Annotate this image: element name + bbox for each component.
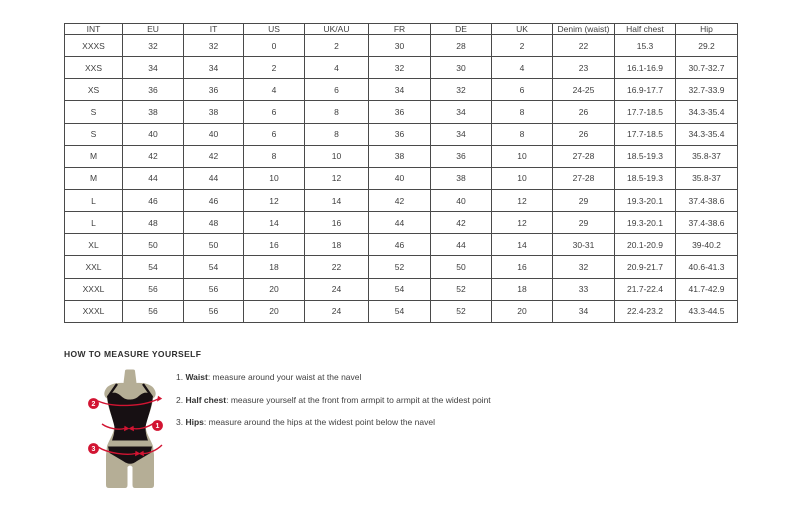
body-cell: 44	[369, 212, 431, 234]
body-cell: 56	[184, 300, 244, 322]
body-cell: 10	[492, 167, 553, 189]
body-cell: 21.7-22.4	[615, 278, 676, 300]
body-cell: 32.7-33.9	[676, 79, 738, 101]
measure-steps-list	[176, 372, 491, 440]
body-cell: 8	[492, 123, 553, 145]
body-cell: 22	[553, 35, 615, 57]
body-cell: 20.1-20.9	[615, 234, 676, 256]
body-cell: 48	[184, 212, 244, 234]
body-cell: 12	[492, 212, 553, 234]
body-cell: 14	[244, 212, 305, 234]
body-cell: 36	[369, 123, 431, 145]
measure-step-half-chest: 2. Half chest: measure yourself at the front from armpit to armpit at the widest point	[176, 394, 491, 405]
table-row	[65, 167, 738, 189]
body-cell: 44	[184, 167, 244, 189]
body-cell: 10	[305, 145, 369, 167]
size-table-header	[65, 24, 738, 35]
body-cell: 29	[553, 189, 615, 211]
header-cell: US	[244, 24, 305, 35]
body-cell: 16.1-16.9	[615, 57, 676, 79]
body-cell: 2	[244, 57, 305, 79]
table-row	[65, 79, 738, 101]
body-cell: 42	[123, 145, 184, 167]
body-cell: 8	[305, 101, 369, 123]
body-cell: 10	[492, 145, 553, 167]
table-row	[65, 256, 738, 278]
body-cell: 20	[244, 278, 305, 300]
body-cell: 35.8-37	[676, 145, 738, 167]
header-cell: FR	[369, 24, 431, 35]
body-cell: XS	[65, 79, 123, 101]
body-cell: M	[65, 167, 123, 189]
size-table	[64, 23, 738, 323]
body-cell: 16	[244, 234, 305, 256]
table-row	[65, 123, 738, 145]
body-cell: 54	[123, 256, 184, 278]
table-row	[65, 101, 738, 123]
body-cell: 30.7-32.7	[676, 57, 738, 79]
body-cell: S	[65, 123, 123, 145]
body-cell: 40.6-41.3	[676, 256, 738, 278]
body-cell: 12	[305, 167, 369, 189]
body-cell: 54	[369, 300, 431, 322]
table-row	[65, 35, 738, 57]
body-cell: 8	[244, 145, 305, 167]
body-cell: 33	[553, 278, 615, 300]
header-cell: UK	[492, 24, 553, 35]
marker-2	[88, 398, 99, 409]
body-cell: 2	[305, 35, 369, 57]
body-cell: 19.3-20.1	[615, 189, 676, 211]
body-cell: 34	[369, 79, 431, 101]
body-cell: 44	[123, 167, 184, 189]
body-cell: 52	[431, 278, 492, 300]
body-cell: 50	[431, 256, 492, 278]
table-header-row	[65, 24, 738, 35]
body-cell: 20	[244, 300, 305, 322]
body-cell: 22	[305, 256, 369, 278]
body-cell: 52	[369, 256, 431, 278]
body-cell: 32	[431, 79, 492, 101]
body-cell: 46	[184, 189, 244, 211]
body-cell: 37.4-38.6	[676, 212, 738, 234]
body-cell: 29	[553, 212, 615, 234]
body-cell: 32	[184, 35, 244, 57]
body-cell: 14	[492, 234, 553, 256]
body-cell: 36	[431, 145, 492, 167]
body-cell: 8	[492, 101, 553, 123]
body-cell: 42	[369, 189, 431, 211]
mannequin-figure	[80, 369, 180, 499]
body-cell: 38	[431, 167, 492, 189]
body-cell: 48	[123, 212, 184, 234]
body-cell: 50	[123, 234, 184, 256]
body-cell: 42	[431, 212, 492, 234]
body-cell: 34	[184, 57, 244, 79]
body-cell: 40	[123, 123, 184, 145]
body-cell: 22.4-23.2	[615, 300, 676, 322]
body-cell: 56	[184, 278, 244, 300]
body-cell: 18	[305, 234, 369, 256]
body-cell: 0	[244, 35, 305, 57]
body-cell: 14	[305, 189, 369, 211]
body-cell: 32	[123, 35, 184, 57]
table-row	[65, 300, 738, 322]
body-cell: 54	[184, 256, 244, 278]
body-cell: XXS	[65, 57, 123, 79]
measure-heading: HOW TO MEASURE YOURSELF	[64, 349, 202, 359]
body-cell: 12	[492, 189, 553, 211]
svg-text:1: 1	[155, 423, 160, 430]
header-cell: UK/AU	[305, 24, 369, 35]
body-cell: 4	[244, 79, 305, 101]
body-cell: 17.7-18.5	[615, 101, 676, 123]
body-cell: 52	[431, 300, 492, 322]
body-cell: 46	[123, 189, 184, 211]
header-cell: Hip	[676, 24, 738, 35]
body-cell: 54	[369, 278, 431, 300]
svg-text:2: 2	[91, 401, 96, 408]
size-table-body	[65, 35, 738, 323]
measure-step-waist: 1. Waist: measure around your waist at the navel	[176, 372, 362, 382]
body-cell: 18	[492, 278, 553, 300]
body-cell: 19.3-20.1	[615, 212, 676, 234]
table-row	[65, 57, 738, 79]
header-cell: IT	[184, 24, 244, 35]
table-row	[65, 145, 738, 167]
body-cell: 38	[369, 145, 431, 167]
body-cell: 18.5-19.3	[615, 145, 676, 167]
body-cell: 17.7-18.5	[615, 123, 676, 145]
body-cell: 34.3-35.4	[676, 123, 738, 145]
body-cell: 4	[492, 57, 553, 79]
body-cell: 40	[369, 167, 431, 189]
body-cell: 50	[184, 234, 244, 256]
header-cell: INT	[65, 24, 123, 35]
body-cell: 32	[369, 57, 431, 79]
body-cell: XXXS	[65, 35, 123, 57]
body-cell: 27-28	[553, 167, 615, 189]
header-cell: Half chest	[615, 24, 676, 35]
table-row	[65, 189, 738, 211]
body-cell: 24	[305, 278, 369, 300]
body-cell: 16	[305, 212, 369, 234]
body-cell: S	[65, 101, 123, 123]
body-cell: L	[65, 212, 123, 234]
body-cell: 4	[305, 57, 369, 79]
body-cell: 40	[431, 189, 492, 211]
body-cell: 6	[244, 123, 305, 145]
measure-step-hips: 3. Hips: measure around the hips at the widest point below the navel	[176, 417, 435, 427]
body-cell: 27-28	[553, 145, 615, 167]
body-cell: 2	[492, 35, 553, 57]
header-cell: DE	[431, 24, 492, 35]
body-cell: 28	[431, 35, 492, 57]
body-cell: 6	[492, 79, 553, 101]
body-cell: 36	[184, 79, 244, 101]
body-cell: XXL	[65, 256, 123, 278]
body-cell: 34	[431, 123, 492, 145]
body-cell: 34	[553, 300, 615, 322]
body-cell: XXXL	[65, 278, 123, 300]
table-row	[65, 212, 738, 234]
body-cell: 10	[244, 167, 305, 189]
table-row	[65, 234, 738, 256]
body-cell: XXXL	[65, 300, 123, 322]
body-cell: 41.7-42.9	[676, 278, 738, 300]
body-cell: 30	[431, 57, 492, 79]
body-cell: 8	[305, 123, 369, 145]
body-cell: 36	[123, 79, 184, 101]
body-cell: 43.3-44.5	[676, 300, 738, 322]
body-cell: 6	[305, 79, 369, 101]
body-cell: 30-31	[553, 234, 615, 256]
body-cell: 42	[184, 145, 244, 167]
body-cell: L	[65, 189, 123, 211]
body-cell: 56	[123, 300, 184, 322]
body-cell: 38	[184, 101, 244, 123]
body-cell: 23	[553, 57, 615, 79]
body-cell: 56	[123, 278, 184, 300]
body-cell: 40	[184, 123, 244, 145]
body-cell: 29.2	[676, 35, 738, 57]
body-cell: M	[65, 145, 123, 167]
body-cell: 18	[244, 256, 305, 278]
body-cell: 46	[369, 234, 431, 256]
body-cell: 30	[369, 35, 431, 57]
body-cell: 26	[553, 101, 615, 123]
body-cell: 18.5-19.3	[615, 167, 676, 189]
body-cell: 15.3	[615, 35, 676, 57]
body-cell: 34	[123, 57, 184, 79]
body-cell: 32	[553, 256, 615, 278]
body-cell: 26	[553, 123, 615, 145]
body-cell: 39-40.2	[676, 234, 738, 256]
table-row	[65, 278, 738, 300]
body-cell: XL	[65, 234, 123, 256]
marker-3	[88, 443, 99, 454]
body-cell: 20.9-21.7	[615, 256, 676, 278]
body-cell: 34	[431, 101, 492, 123]
body-cell: 16.9-17.7	[615, 79, 676, 101]
body-cell: 38	[123, 101, 184, 123]
svg-text:3: 3	[91, 446, 96, 453]
body-cell: 24	[305, 300, 369, 322]
body-cell: 24-25	[553, 79, 615, 101]
body-cell: 44	[431, 234, 492, 256]
body-cell: 36	[369, 101, 431, 123]
body-cell: 6	[244, 101, 305, 123]
body-cell: 12	[244, 189, 305, 211]
body-cell: 20	[492, 300, 553, 322]
header-cell: EU	[123, 24, 184, 35]
body-cell: 35.8-37	[676, 167, 738, 189]
body-cell: 34.3-35.4	[676, 101, 738, 123]
marker-1	[152, 420, 163, 431]
header-cell: Denim (waist)	[553, 24, 615, 35]
body-cell: 37.4-38.6	[676, 189, 738, 211]
body-cell: 16	[492, 256, 553, 278]
